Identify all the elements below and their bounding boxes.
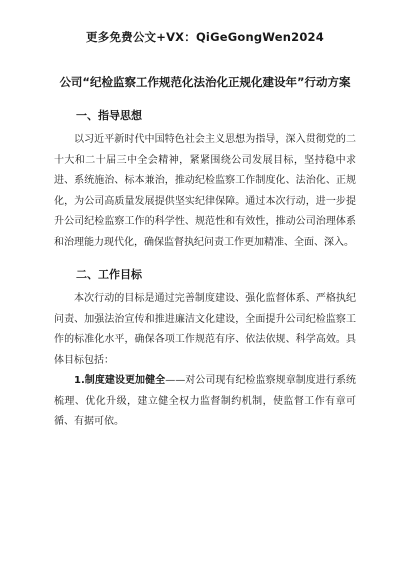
document-title: 公司“纪检监察工作规范化法治化正规化建设年”行动方案 [59,75,351,89]
section-heading-work-goals: 二、工作目标 [76,268,142,281]
goal-item-1 [54,371,356,433]
section-heading-guiding-ideology: 一、指导思想 [76,109,142,122]
watermark-header: 更多免费公文+VX：QiGeGongWen2024 [86,30,324,44]
goal-item-1-lead: 1.制度建设更加健全 [74,375,166,386]
paragraph-work-goals: 本次行动的目标是通过完善制度建设、强化监督体系、严格执纪问责、加强法治宣传和推进廉洁文化建设，全面提升公司纪检监察工作的标准化水平，确保各项工作规范有序、依法依规、科学高效。具体目标包括： [54,293,356,366]
goal-item-1-text: ——对公司现有纪检监察规章制度进行系统梳理、优化升级，建立健全权力监督制约机制，使监督工作有章可循、有据可依。 [54,375,356,427]
paragraph-guiding-ideology: 以习近平新时代中国特色社会主义思想为指导，深入贯彻党的二十大和二十届三中全会精神，紧紧围绕公司发展目标，坚持稳中求进、系统施治、标本兼治，推动纪检监察工作制度化、法治化、正规化，为公司高质量发展提供坚实纪律保障。通过本次行动，进一步提升公司纪检监察工作的科学性、规范性和有效性，推动公司治理体系和治理能力现代化，确保监督执纪问责工作更加精准、全面、深入。 [54,134,356,248]
